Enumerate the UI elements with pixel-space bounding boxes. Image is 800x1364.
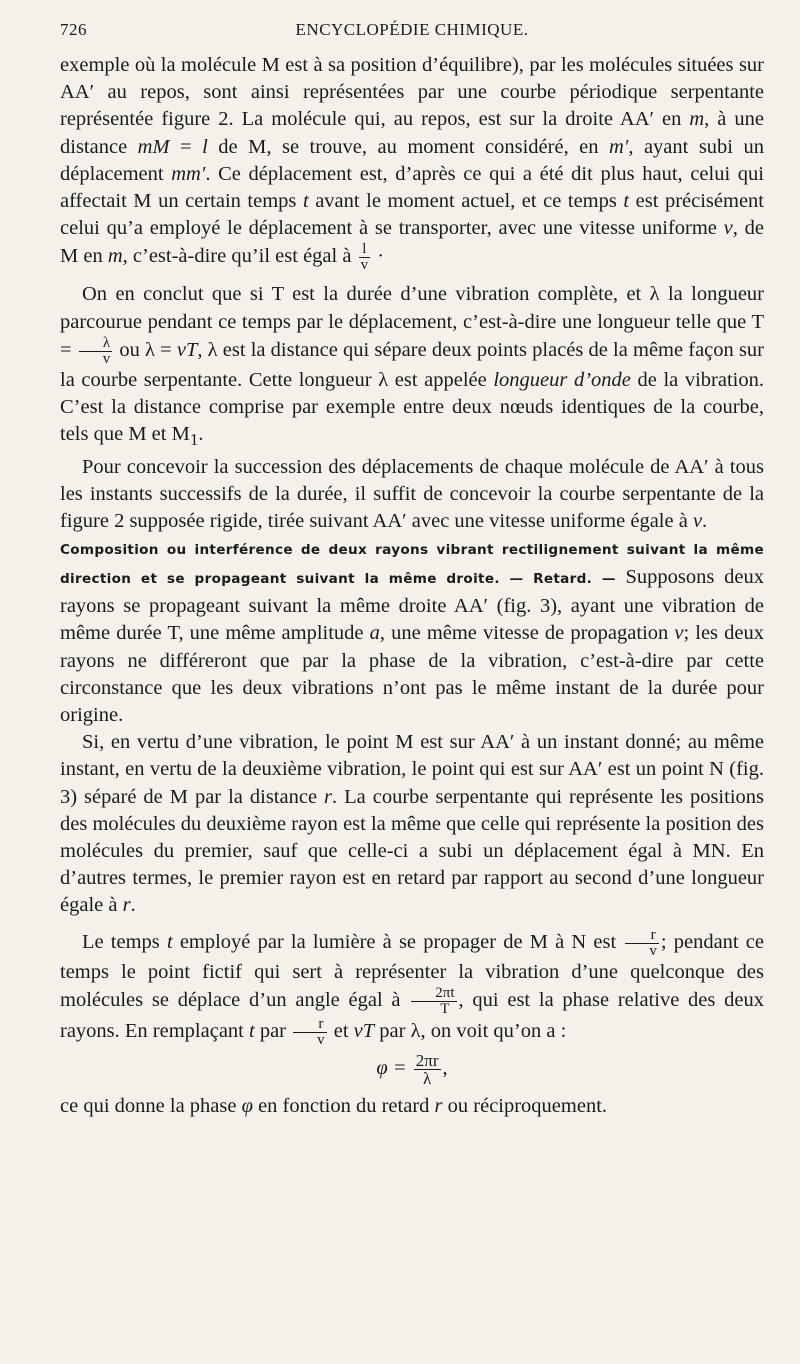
paragraph-phase: Le temps t employé par la lumière à se propager de M à N est $\frac{r}{v}$ ; pendant ce temps le point fictif qui sert à représenter la vibration d’une quelconque des molécules se déplace d’un angle égal à $\frac{2\pi t}{T}$ , qui est la phase relative des deux rayons. En remplaçant t par $\frac{r}{v}$ et vT par λ, on voit qu’on a : bbox=[60, 926, 764, 1048]
section-heading: Composition ou interférence de deux rayons vibrant rectilignement suivant la même direction et se propageant suivant la même droite. — Retard. — bbox=[60, 542, 764, 588]
equation-phase: φ = $\frac{2\pi r}{\lambda}$ , bbox=[376, 1050, 448, 1088]
paragraph-succession: Pour concevoir la succession des déplacements de chaque molécule de AA′ à tous les instants successifs de la durée, il suffit de concevoir la courbe serpentante de la figure 2 supposée rigide, tirée suivant AA′ avec une vitesse uniforme égale à v. bbox=[60, 455, 764, 532]
running-title: ENCYCLOPÉDIE CHIMIQUE. bbox=[295, 20, 529, 39]
fraction-r-over-v: $\frac{r}{v}$ bbox=[625, 928, 659, 959]
paragraph-wave-curve: exemple où la molécule M est à sa position d’équilibre), par les molécules situées sur AA′ au repos, sont ainsi représentées par une courbe périodique serpentante représentée figure 2. La molécule qui, au repos, est sur la droite AA′ en m, à une distance mM = l de M, se trouve, au moment considéré, en m′, ayant subi un déplacement mm′. Ce déplacement est, d’après ce qui a été dit plus haut, celui qui affectait M un certain temps t avant le moment actuel, et ce temps t est précisément celui qu’a employé le déplacement à se transporter, avec une vitesse uniforme v, de M en m, c’est-à-dire qu’il est égal à $\frac{l}{v}$ · bbox=[60, 54, 765, 274]
paragraph-retard: Si, en vertu d’une vibration, le point M est sur AA′ à un instant donné; au même instant, en vertu de la deuxième vibration, le point qui est sur AA′ est un point N (fig. 3) séparé de M par la distance r. La courbe serpentante qui représente les positions des molécules du deuxième rayon est la même que celle qui représente la position des molécules du premier, sauf que celle-ci a subi un déplacement égal à MN. En d’autres termes, le premier rayon est en retard par rapport au second d’une longueur égale à r. bbox=[60, 731, 764, 917]
paragraph-conclusion: ce qui donne la phase φ en fonction du retard r ou réciproquement. bbox=[60, 1094, 608, 1117]
running-header bbox=[60, 20, 764, 44]
paragraph-wavelength: On en conclut que si T est la durée d’une vibration complète, et λ la longueur parcourue pendant ce temps par le déplacement, c’est-à-dire une longueur telle que T = $\frac{\lambda}{v}$ ou λ = vT, λ est la distance qui sépare deux points placés de la même façon sur la courbe serpentante. Cette longueur λ est appelée longueur d’onde de la vibration. C’est la distance comprise par exemple entre deux nœuds identiques de la courbe, tels que M et $M_1$. bbox=[60, 283, 765, 450]
fraction-l-over-v: $\frac{l}{v}$ bbox=[360, 241, 369, 274]
page-body bbox=[60, 52, 764, 1120]
section-interference: Composition ou interférence de deux rayons vibrant rectilignement suivant la même direction et se propageant suivant la même droite. — Retard. — Supposons deux rayons se propageant suivant la même droite AA′ (fig. 3), ayant une vibration de même durée T, une même amplitude a, une même vitesse de propagation v; les deux rayons ne différeront que par la phase de la vibration, c’est-à-dire par cette circonstance que les deux vibrations n’ont pas le même instant de la durée pour origine. bbox=[60, 542, 764, 726]
fraction-lambda-over-v: $\frac{\lambda}{v}$ bbox=[79, 336, 113, 367]
term-wavelength: longueur d’onde bbox=[493, 368, 631, 391]
fraction-2pit-over-T: $\frac{2\pi t}{T}$ bbox=[411, 986, 456, 1017]
page-number: 726 bbox=[60, 20, 87, 39]
fraction-2pir-over-lambda: $\frac{2\pi r}{\lambda}$ bbox=[415, 1050, 439, 1088]
fraction-r-over-v-2: $\frac{r}{v}$ bbox=[293, 1017, 327, 1048]
